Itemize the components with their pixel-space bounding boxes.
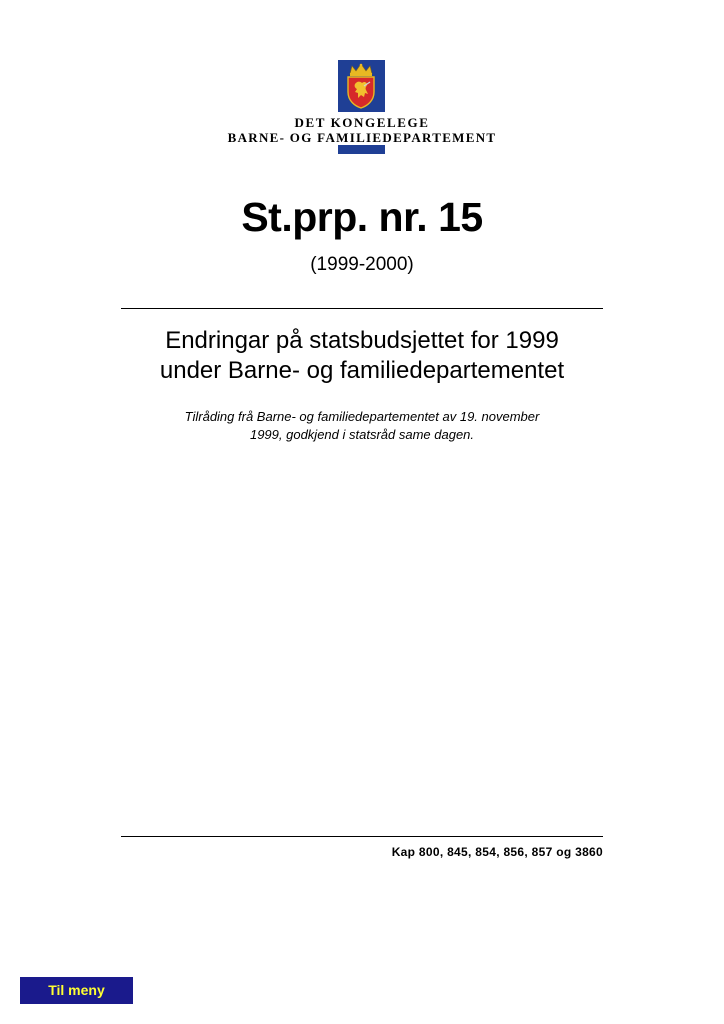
coat-of-arms-icon	[342, 62, 380, 110]
menu-button[interactable]: Til meny	[20, 977, 133, 1004]
document-title: St.prp. nr. 15	[241, 194, 483, 240]
document-heading	[121, 326, 603, 386]
top-divider	[121, 308, 603, 309]
ministry-name-line-1: DET KONGELEGE	[294, 115, 430, 130]
ministry-name-line-2: BARNE- OG FAMILIEDEPARTEMENT	[227, 130, 497, 145]
chapter-list: Kap 800, 845, 854, 856, 857 og 3860	[391, 845, 603, 859]
logo-blue-bar	[338, 145, 385, 154]
bottom-divider	[121, 836, 603, 837]
note-line-1: Tilråding frå Barne- og familiedepartementet av 19. november	[184, 409, 540, 424]
heading-line-2: under Barne- og familiedepartementet	[159, 357, 565, 384]
note-line-2: 1999, godkjend i statsråd same dagen.	[249, 427, 475, 442]
heading-line-1: Endringar på statsbudsjettet for 1999	[165, 327, 559, 354]
document-session-year: (1999-2000)	[310, 254, 414, 275]
ministry-logo	[221, 60, 503, 156]
recommendation-note	[150, 408, 574, 444]
